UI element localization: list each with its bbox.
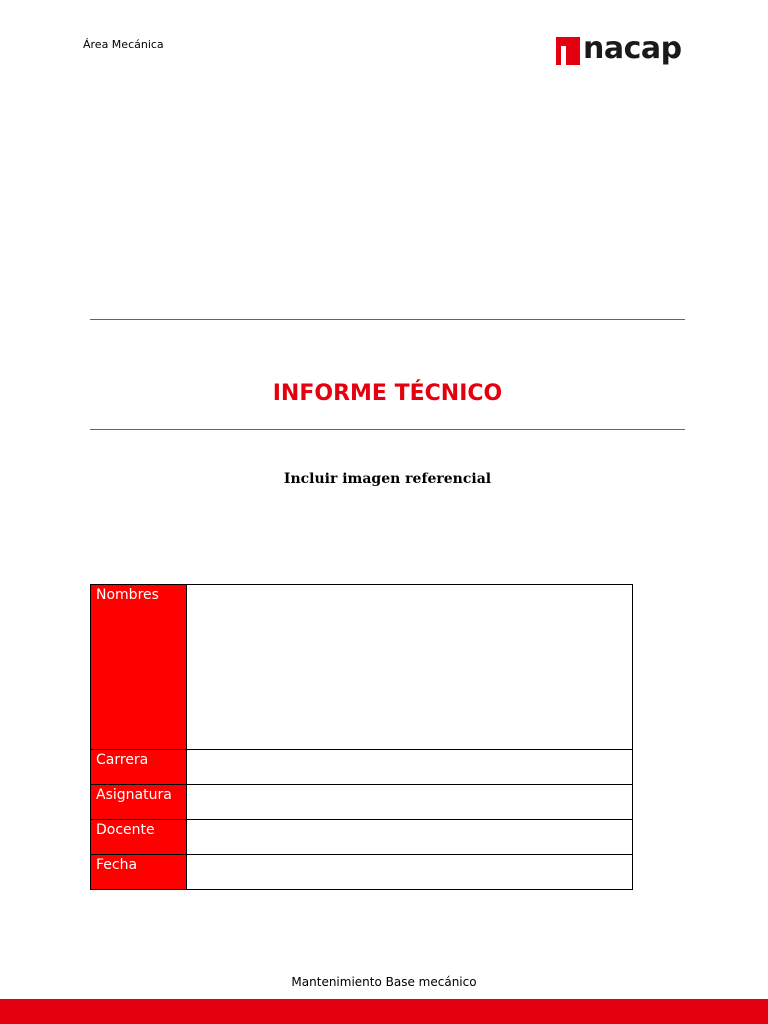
label-carrera: Carrera	[91, 750, 187, 785]
image-placeholder-text: Incluir imagen referencial	[283, 471, 492, 487]
footer-bar	[0, 999, 768, 1024]
label-fecha: Fecha	[91, 855, 187, 890]
title-bottom-divider	[90, 429, 685, 430]
table-row	[91, 785, 633, 820]
title-top-divider	[90, 319, 685, 320]
table-row	[91, 820, 633, 855]
label-asignatura: Asignatura	[91, 785, 187, 820]
table-row	[91, 585, 633, 750]
carrera-field[interactable]	[187, 750, 633, 785]
table-row	[91, 855, 633, 890]
student-info-table	[90, 584, 633, 890]
docente-field[interactable]	[187, 820, 633, 855]
inacap-logo	[556, 31, 682, 67]
header-area-label: Área Mecánica	[83, 38, 164, 51]
table-row	[91, 750, 633, 785]
fecha-field[interactable]	[187, 855, 633, 890]
label-docente: Docente	[91, 820, 187, 855]
footer-course-name: Mantenimiento Base mecánico	[291, 975, 477, 989]
nombres-field[interactable]	[187, 585, 633, 750]
document-title: INFORME TÉCNICO	[272, 381, 503, 406]
logo-wordmark: nacap	[583, 31, 682, 66]
inacap-logo-mark-icon	[556, 33, 580, 65]
asignatura-field[interactable]	[187, 785, 633, 820]
label-nombres: Nombres	[91, 585, 187, 750]
